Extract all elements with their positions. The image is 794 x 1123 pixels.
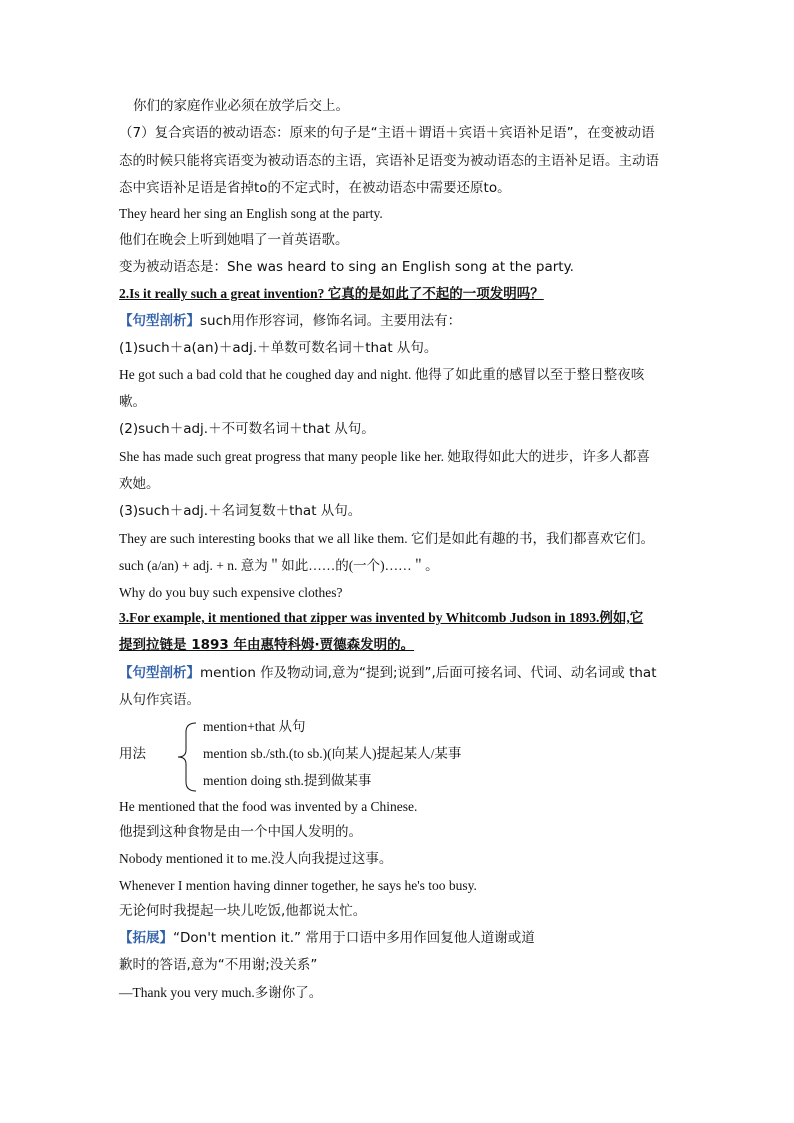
usage-item: mention+that 从句 <box>203 719 306 734</box>
usage-label: 用法 <box>119 746 146 762</box>
text-span: “Don't mention it.” 常用于口语中多用作回复他人道谢或道 <box>173 930 535 946</box>
text-line: 你们的家庭作业必须在放学后交上。 <box>133 98 349 114</box>
text-line: (3)such＋adj.＋名词复数＋that 从句。 <box>119 503 362 519</box>
text-line: (1)such＋a(an)＋adj.＋单数可数名词＋that 从句。 <box>119 340 438 356</box>
text-line: 变为被动语态是：She was heard to sing an English song at the party. <box>119 259 574 275</box>
text-line: —Thank you very much.多谢你了。 <box>119 985 323 1000</box>
text-line: 他们在晚会上听到她唱了一首英语歌。 <box>119 232 349 248</box>
text-line: 态的时候只能将宾语变为被动语态的主语，宾语补足语变为被动语态的主语补足语。主动语 <box>119 153 659 169</box>
text-line: He mentioned that the food was invented by a Chinese. <box>119 799 418 814</box>
text-line: Why do you buy such expensive clothes? <box>119 585 343 600</box>
section-heading: 3.For example, it mentioned that zipper was invented by Whitcomb Judson in 1893.例如,它 <box>119 610 644 625</box>
text-line: 态中宾语补足语是省掉to的不定式时，在被动语态中需要还原to。 <box>119 180 511 196</box>
text-line: 从句作宾语。 <box>119 692 200 708</box>
text-line: 他提到这种食物是由一个中国人发明的。 <box>119 824 362 840</box>
analysis-label: 【句型剖析】 <box>119 665 200 681</box>
text-span: mention 作及物动词,意为“提到;说到”,后面可接名词、代词、动名词或 that <box>200 665 657 681</box>
text-line: They heard her sing an English song at the party. <box>119 206 383 221</box>
text-line: such (a/an) + adj. + n. 意为＂如此……的(一个)……＂。 <box>119 558 439 573</box>
text-line: She has made such great progress that many people like her. 她取得如此大的进步，许多人都喜 <box>119 449 650 464</box>
brace-icon <box>176 722 198 792</box>
text-line: (2)such＋adj.＋不可数名词＋that 从句。 <box>119 421 375 437</box>
analysis-label: 【句型剖析】 <box>119 313 200 329</box>
text-line <box>119 929 535 947</box>
text-line: 歉时的答语,意为“不用谢;没关系” <box>119 957 318 973</box>
text-line: 无论何时我提起一块儿吃饭,他都说太忙。 <box>119 903 367 919</box>
text-line: （7）复合宾语的被动语态：原来的句子是“主语＋谓语＋宾语＋宾语补足语”，在变被动语 <box>119 125 655 141</box>
text-line <box>119 664 657 682</box>
section-heading: 2.Is it really such a great invention? 它真的是如此了不起的一项发明吗？ <box>119 286 544 301</box>
extension-label: 【拓展】 <box>119 930 173 946</box>
text-line <box>119 312 461 330</box>
text-line: He got such a bad cold that he coughed day and night. 他得了如此重的感冒以至于整日整夜咳 <box>119 367 645 382</box>
text-line: Nobody mentioned it to me.没人向我提过这事。 <box>119 851 393 866</box>
text-line: They are such interesting books that we all like them. 它们是如此有趣的书，我们都喜欢它们。 <box>119 531 655 546</box>
usage-item: mention doing sth.提到做某事 <box>203 773 372 788</box>
text-line: 嗽。 <box>119 394 146 410</box>
text-line: Whenever I mention having dinner together, he says he's too busy. <box>119 878 477 893</box>
section-heading: 提到拉链是 1893 年由惠特科姆·贾德森发明的。 <box>119 637 415 653</box>
usage-item: mention sb./sth.(to sb.)(向某人)提起某人/某事 <box>203 746 462 761</box>
text-span: such用作形容词，修饰名词。主要用法有： <box>200 313 462 329</box>
text-line: 欢她。 <box>119 476 160 492</box>
